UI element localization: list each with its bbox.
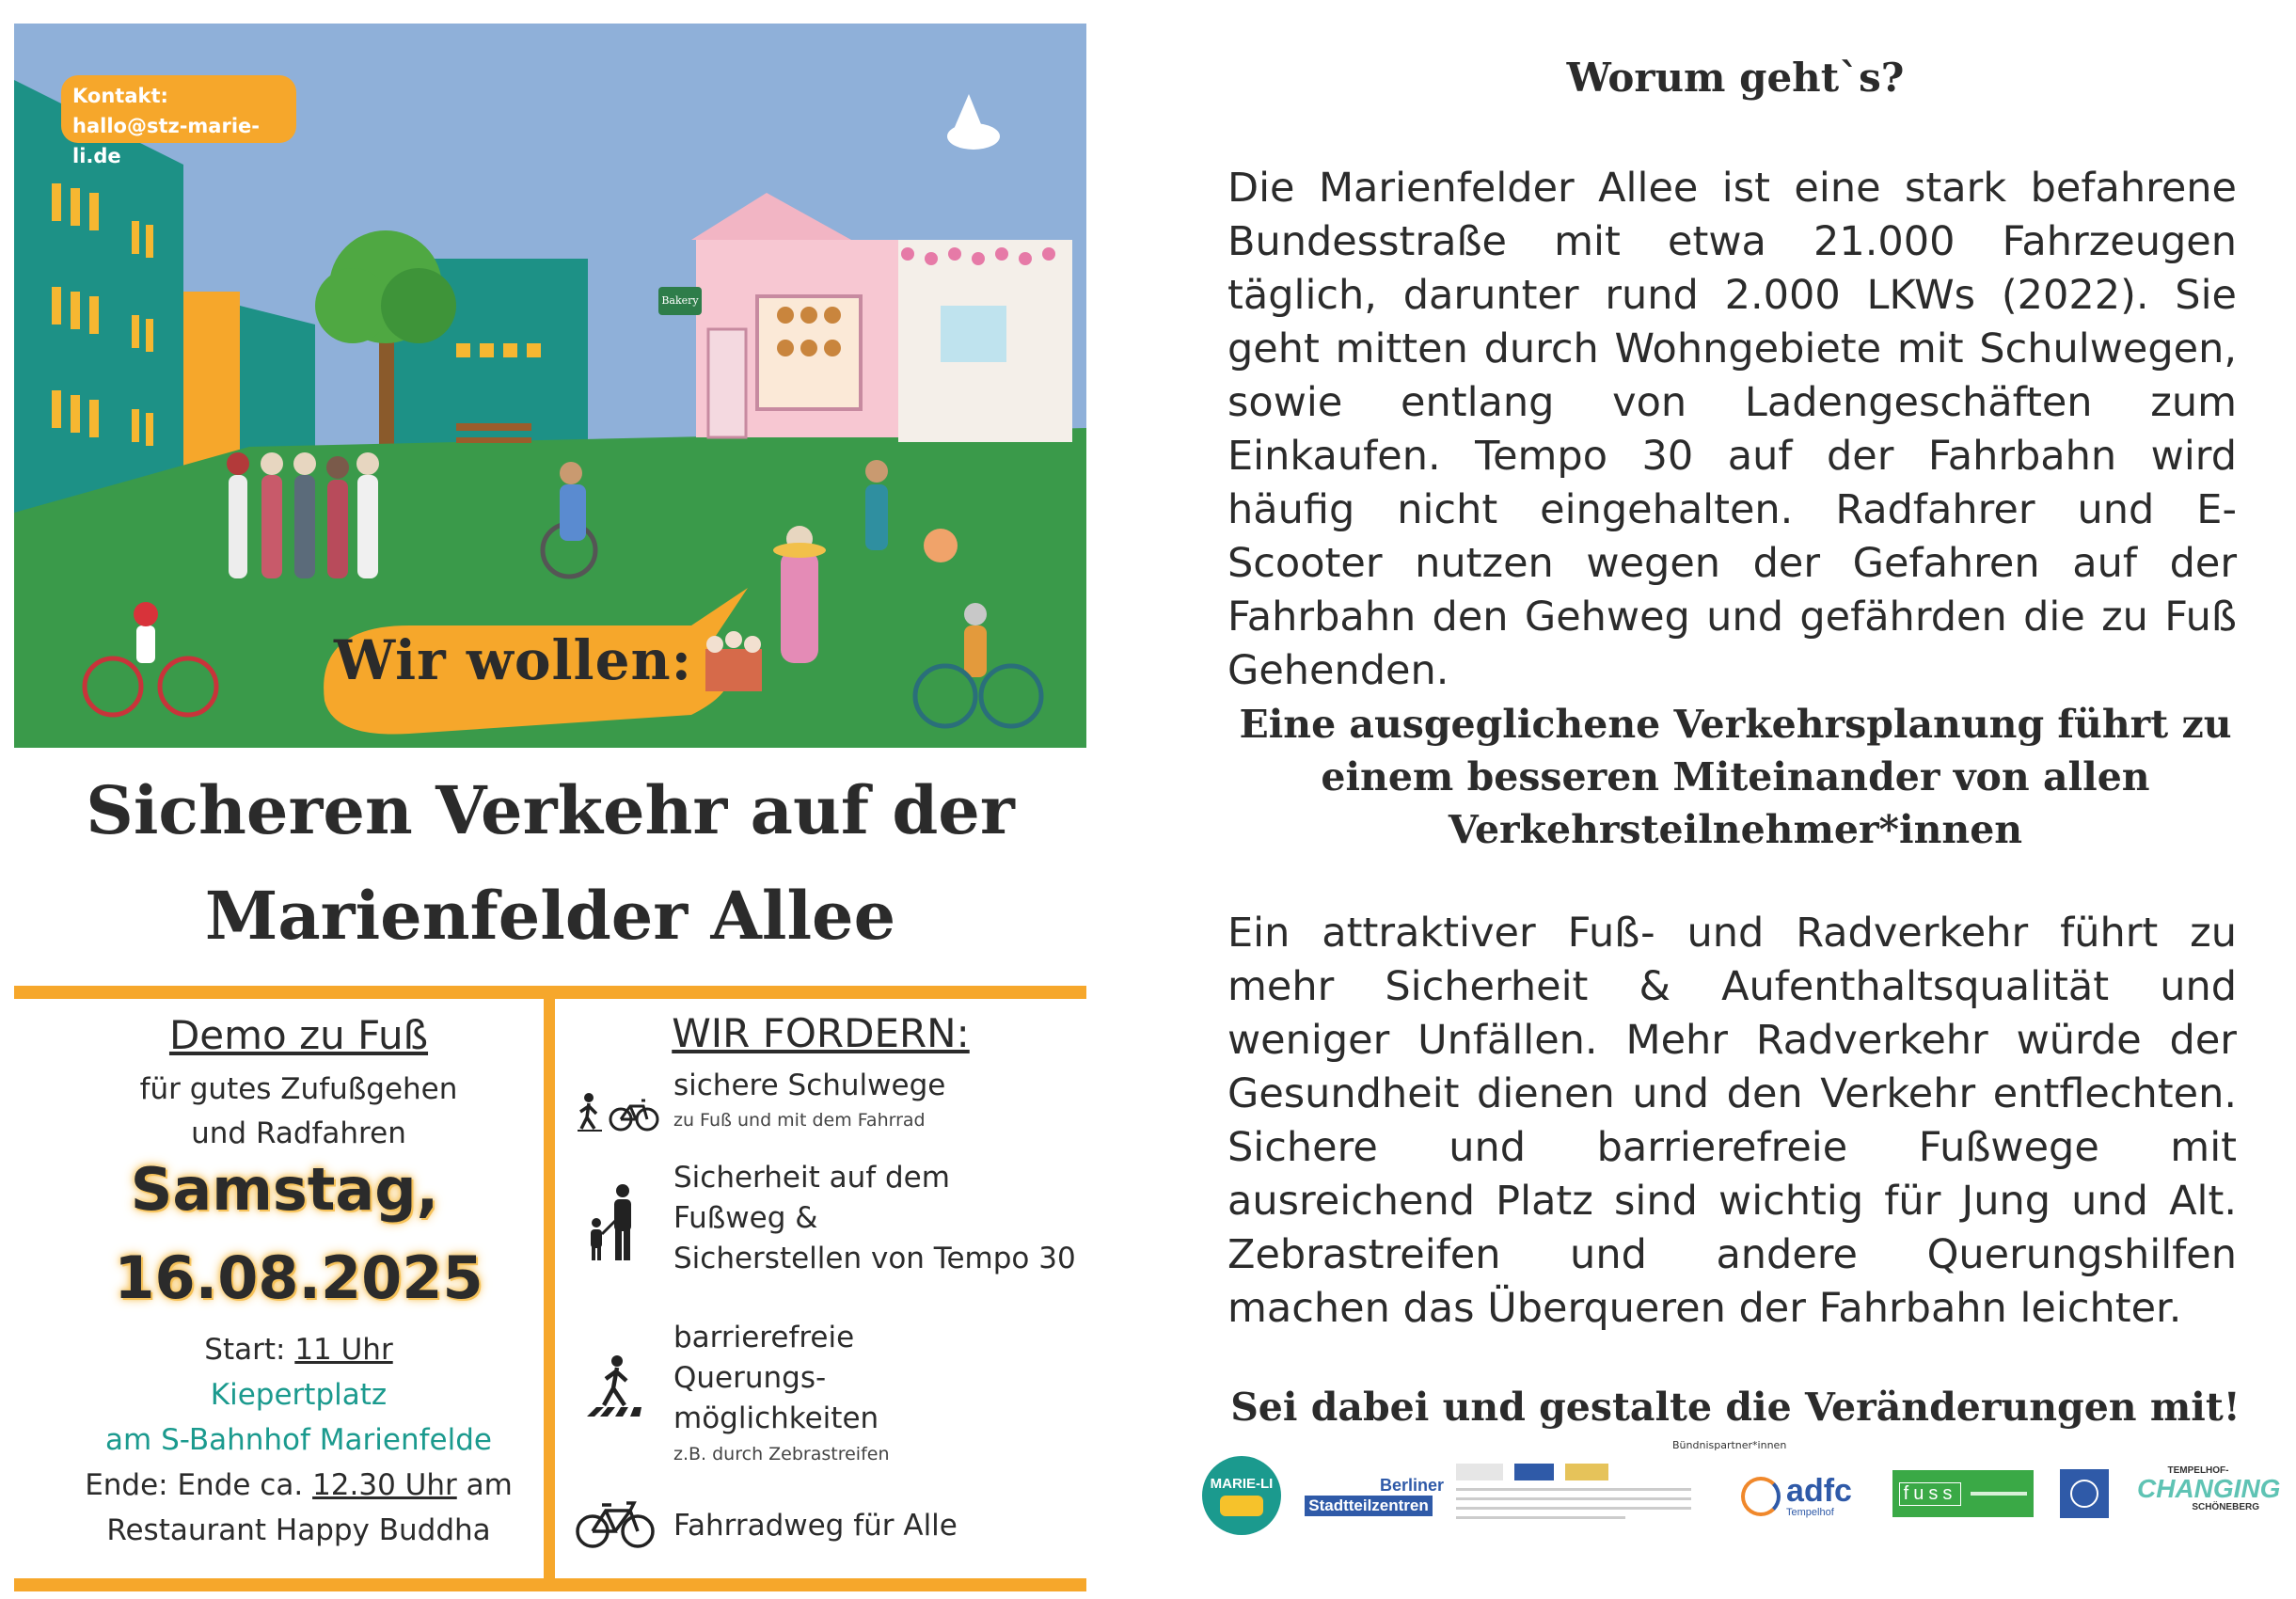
heading-2-line1: Eine ausgeglichene Verkehrsplanung führt zu — [1239, 702, 2232, 747]
fuss-text: fuss — [1899, 1482, 1962, 1506]
heading-2-line2: einem besseren Miteinander von allen — [1321, 754, 2150, 800]
fuss-tagline — [1971, 1492, 2027, 1496]
demo-start — [14, 1333, 583, 1367]
end-label: Ende: Ende ca. — [85, 1468, 313, 1502]
contact-badge — [61, 75, 296, 167]
demand-2-line1: Sicherheit auf dem — [673, 1161, 950, 1195]
tempelhof-line3: SCHÖNEBERG — [2192, 1502, 2259, 1512]
end-suffix: am — [456, 1468, 513, 1502]
demand-3-line2: Querungs- — [673, 1361, 827, 1395]
small-print-line-2 — [1456, 1497, 1691, 1500]
divider-top — [14, 986, 1086, 999]
church-logo — [2060, 1469, 2109, 1518]
stadtteilzentren-text: Stadtteilzentren — [1305, 1496, 1433, 1516]
contact-label: Kontakt: — [72, 85, 168, 107]
demo-title — [14, 1012, 583, 1058]
coalition-logos-block — [1456, 1464, 1691, 1529]
divider-bottom — [14, 1578, 1086, 1591]
marie-li-logo — [1202, 1456, 1281, 1535]
partners-label: Bündnispartner*innen — [1672, 1439, 1787, 1451]
paragraph-1: Die Marienfelder Allee ist eine stark befahrene Bundesstraße mit etwa 21.000 Fahrzeugen täglich, darunter rund 2.000 LKWs (2022). Sie geht mitten durch Wohngebiete mit Schulwegen, sowie entlang von Ladengeschäften zum Einkaufen. Tempo 30 auf der Fahrbahn wird häufig nicht eingehalten. Radfahrer und E-Scooter nutzen wegen der Gefahren auf der Fahrbahn den Gehweg und gefährden die zu Fuß Gehenden. — [1227, 165, 2237, 694]
demo-day: Samstag, — [130, 1155, 439, 1224]
demo-end — [14, 1468, 583, 1502]
adfc-logo — [1731, 1467, 1862, 1526]
demo-sub2: und Radfahren — [191, 1116, 406, 1150]
demo-end-place: Restaurant Happy Buddha — [106, 1513, 491, 1547]
partner-logo-small-3 — [1565, 1464, 1608, 1480]
demo-place2: am S-Bahnhof Marienfelde — [105, 1423, 492, 1457]
contact-email[interactable]: hallo@stz-marie-li.de — [72, 115, 260, 167]
section-heading-2 — [1223, 698, 2248, 856]
bakery-sign: Bakery — [658, 287, 702, 315]
tempelhof-line2: CHANGING — [2137, 1474, 2281, 1503]
tempelhof-changing-logo — [2137, 1465, 2281, 1522]
demo-title-text: Demo zu Fuß — [168, 1012, 429, 1058]
demand-3-line3: möglichkeiten — [673, 1401, 879, 1435]
marie-li-text: MARIE-LI — [1210, 1475, 1274, 1492]
demand-1-sub: zu Fuß und mit dem Fahrrad — [673, 1110, 926, 1131]
berliner-text: Berliner — [1379, 1475, 1444, 1495]
crosswalk-icon — [585, 1354, 647, 1418]
demands-title — [560, 1010, 1082, 1056]
call-to-action: Sei dabei und gestalte die Veränderungen mit! — [1230, 1385, 2241, 1430]
paragraph-2: Ein attraktiver Fuß- und Radverkehr führt zu mehr Sicherheit & Aufenthaltsqualität und weniger Unfällen. Mehr Radverkehr würde der Gesundheit dienen und den Verkehr entflechten. Sichere und barrierefreie Fußwege mit ausreichend Platz sind wichtig für Jung und Alt. Zebrastreifen und andere Querungshilfen machen das Überqueren der Fahrbahn leichter. — [1227, 910, 2237, 1332]
church-emblem — [2070, 1480, 2098, 1508]
headline-line1: Sicheren Verkehr auf der — [86, 771, 1015, 849]
demand-1-title: sichere Schulwege — [673, 1069, 946, 1102]
end-time: 12.30 Uhr — [312, 1468, 457, 1502]
start-time: 11 Uhr — [294, 1333, 393, 1367]
small-print-line-1 — [1456, 1488, 1691, 1491]
adfc-text: adfc — [1786, 1473, 1852, 1509]
section-heading-1: Worum geht`s? — [1566, 55, 1905, 101]
parent-child-icon — [585, 1183, 643, 1262]
demand-2-line2: Fußweg & — [673, 1201, 818, 1235]
bicycle-icon — [576, 1497, 655, 1550]
demand-3-line1: barrierefreie — [673, 1321, 855, 1354]
small-print-line-4 — [1456, 1516, 1625, 1519]
heading-2-line3: Verkehrsteilnehmer*innen — [1448, 807, 2023, 852]
fuss-logo — [1892, 1470, 2034, 1517]
partner-logo-small-2 — [1514, 1464, 1554, 1480]
marie-li-shape — [1220, 1496, 1263, 1516]
start-label: Start: — [204, 1333, 295, 1367]
demand-2-line3: Sicherstellen von Tempo 30 — [673, 1242, 1076, 1275]
demo-place1: Kiepertplatz — [210, 1378, 388, 1412]
partner-logo-small-1 — [1456, 1464, 1503, 1480]
small-print-line-3 — [1456, 1507, 1691, 1510]
demo-sub1: für gutes Zufußgehen — [139, 1072, 458, 1106]
demands-title-text: WIR FORDERN: — [672, 1010, 970, 1056]
berliner-stadtteilzentren-logo — [1293, 1475, 1444, 1516]
speech-bubble-text: Wir wollen: — [334, 628, 693, 692]
demand-3-sub: z.B. durch Zebrastreifen — [673, 1444, 890, 1464]
adfc-sub: Tempelhof — [1786, 1507, 1834, 1518]
headline-line2: Marienfelder Allee — [204, 877, 896, 955]
tempelhof-line1: TEMPELHOF- — [2167, 1465, 2229, 1476]
demo-date: 16.08.2025 — [114, 1243, 483, 1312]
adfc-ring — [1741, 1477, 1781, 1516]
demand-4-title: Fahrradweg für Alle — [673, 1509, 958, 1543]
walk-bike-icon — [576, 1091, 660, 1132]
